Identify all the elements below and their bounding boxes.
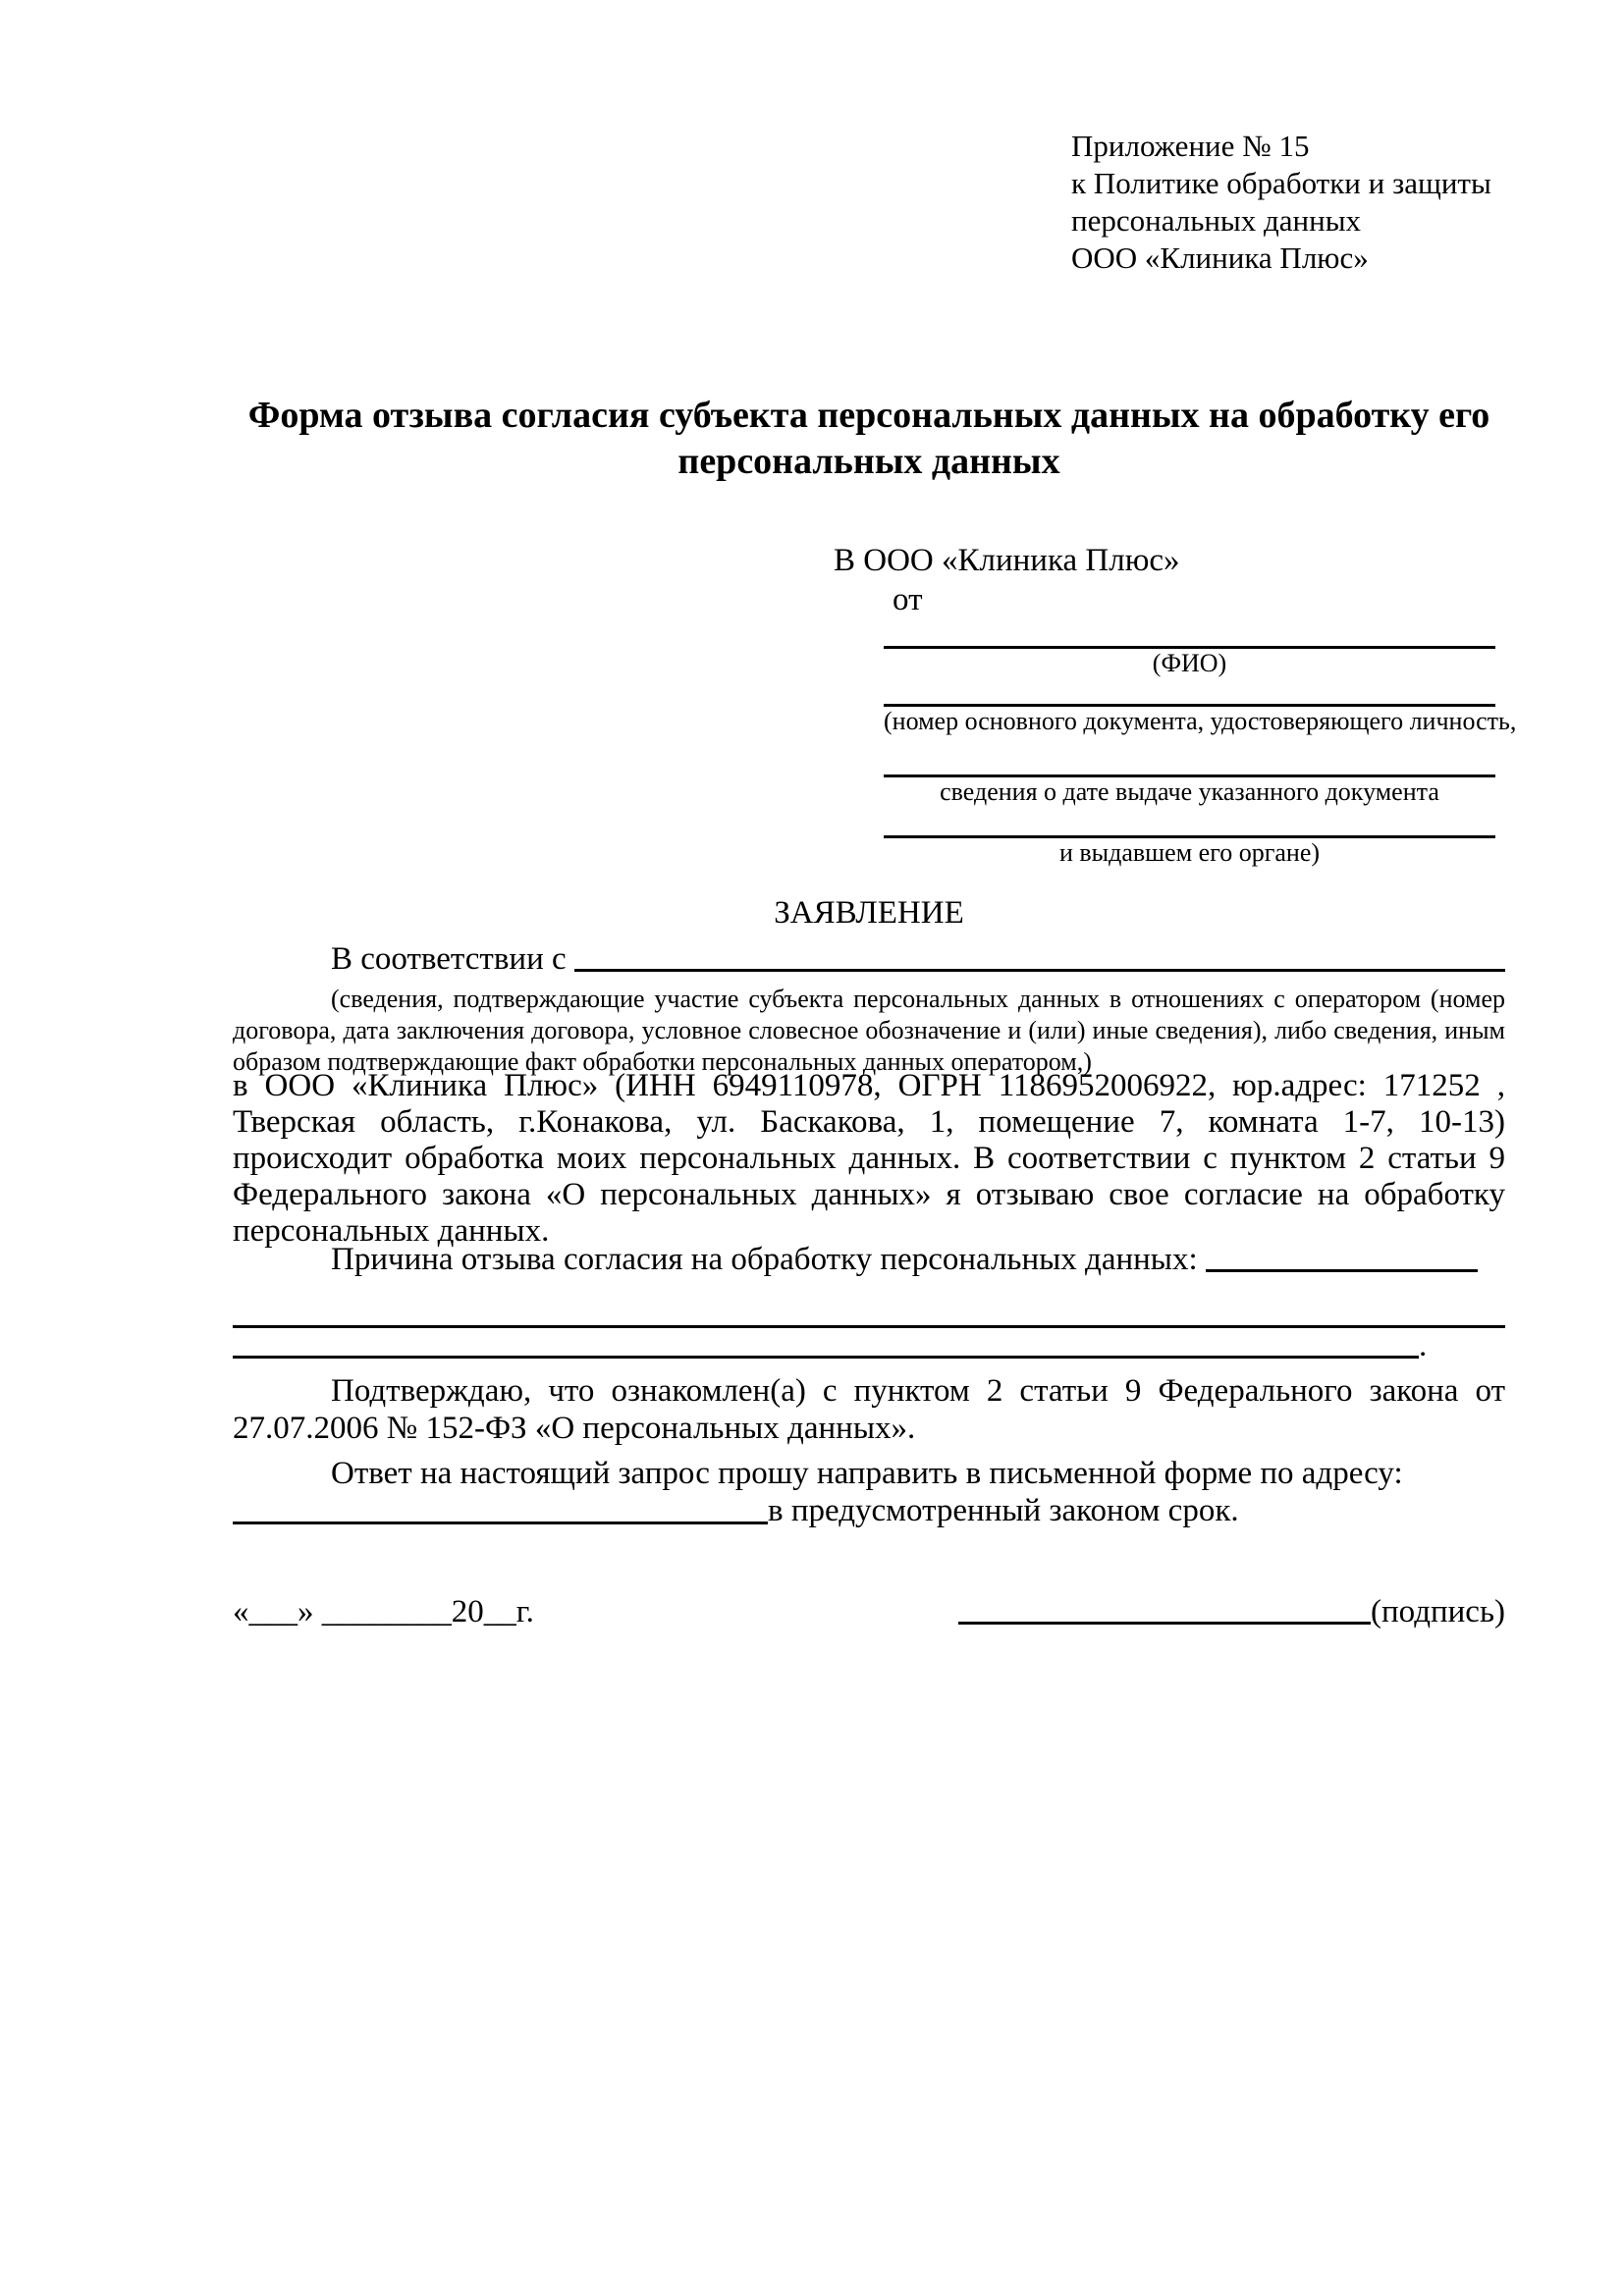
addressee-fields [884,618,1517,867]
accordance-row [233,940,1505,978]
blank-line [233,1291,1505,1328]
fio-field-line [884,618,1495,649]
document-number-field-line [884,677,1495,707]
signature-area [958,1592,1505,1631]
explanatory-note: (сведения, подтверждающие участие субъекта персональных данных в отношениях с оператором (номер договора, дата заключения договора, условное словесное обозначение и (или) иные сведения), либо сведения, иным образом подтверждающие факт обработки персональных данных оператором,) [233,985,1505,1076]
reason-blank-line [1206,1269,1478,1272]
appendix-note [1071,128,1491,277]
response-request-paragraph: Ответ на настоящий запрос прошу направить в письменной форме по адресу: [331,1456,1403,1491]
fio-field-caption: (ФИО) [1152,649,1227,677]
issuing-authority-field-line [884,806,1495,838]
document-title: Форма отзыва согласия субъекта персональных данных на обработку его персональных данных [247,395,1490,482]
accordance-blank-line [574,969,1505,972]
statement-body: в ООО «Клиника Плюс» (ИНН 6949110978, ОГРН 1186952006922, юр.адрес: 171252 , Тверская область, г.Конакова, ул. Баскакова, 1, помещение 7, комната 1-7, 10-13) происходит обработка моих персональных данных. В соответствии с пунктом 2 статьи 9 Федерального закона «О персональных данных» я отзываю свое согласие на обработку персональных данных. [233,1068,1505,1249]
appendix-note-line: к Политике обработки и защиты [1071,166,1491,200]
confirmation-paragraph: Подтверждаю, что ознакомлен(а) с пунктом 2 статьи 9 Федерального закона от 27.07.2006 № 152-ФЗ «О персональных данных». [233,1373,1505,1446]
blank-line [233,1356,1419,1359]
appendix-note-line: ООО «Клиника Плюс» [1071,240,1369,275]
appendix-note-line: Приложение № 15 [1071,129,1310,163]
signature-blank-line [958,1622,1371,1625]
reason-label: Причина отзыва согласия на обработку персональных данных: [331,1242,1206,1277]
appendix-note-line: персональных данных [1071,203,1362,238]
addressee-from-label: от [893,582,923,617]
issue-date-field-line [884,735,1495,777]
addressee-to: В ООО «Клиника Плюс» [834,543,1180,578]
reason-continuation-line-1 [233,1291,1505,1328]
issue-date-field-caption: сведения о дате выдаче указанного документа [940,777,1439,806]
address-blank-line [233,1522,768,1524]
issuing-authority-field-caption: и выдавшем его органе) [1058,838,1321,867]
response-tail-text: в предусмотренный законом срок. [768,1493,1239,1528]
document-number-field-caption: (номер основного документа, удостоверяющего личность, [884,707,1517,735]
statement-heading: ЗАЯВЛЕНИЕ [774,895,964,931]
reason-continuation-line-2 [233,1327,1505,1364]
addressee-block [834,542,1517,867]
date-blank-text: «___» ________20__г. [233,1594,534,1629]
period: . [1419,1328,1428,1363]
date-signature-row [233,1592,1505,1631]
signature-caption: (подпись) [1371,1594,1505,1629]
response-address-row [233,1492,1505,1529]
accordance-label: В соответствии с [331,941,574,977]
reason-row [233,1241,1505,1278]
